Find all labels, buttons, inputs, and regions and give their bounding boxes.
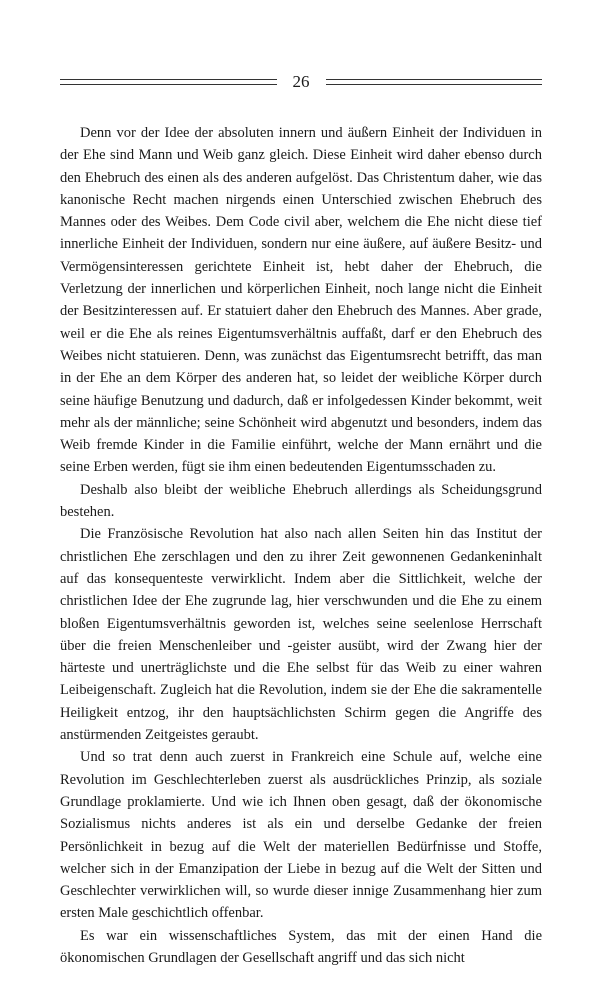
paragraph: Die Französische Revolution hat also nach allen Seiten hin das Institut der christlichen Ehe zerschlagen und den zu ihrer Zeit gewonnenen Gedankeninhalt auf das konsequenteste verwirklicht. Indem aber die Sittlichkeit, welche der christlichen Idee der Ehe zugrunde lag, hier verschwunden und die Ehe zu einem bloßen Eigentumsverhältnis geworden ist, welches seine seelenlose Herrschaft über die freien Menschenleiber und -geister ausübt, wird der Zwang hier der härteste und unerträglichste und die Ehe selbst für das Weib zu einer wahren Leibeigenschaft. Zugleich hat die Revolution, indem sie der Ehe die sakramentelle Heiligkeit entzog, ihr den hauptsächlichsten Schirm gegen die Angriffe des anstürmenden Zeitgeistes geraubt. (60, 526, 542, 744)
page-header (60, 72, 542, 92)
page-number: 26 (292, 72, 310, 91)
paragraph: Und so trat denn auch zuerst in Frankreich eine Schule auf, welche eine Revolution im Geschlechterleben zuerst als ausdrückliches Prinzip, als soziale Grundlage proklamierte. Und wie ich Ihnen oben gesagt, daß der ökonomische Sozialismus nichts anderes ist als ein und derselbe Gedanke der freien Persönlichkeit in bezug auf die Welt der materiellen Bedürfnisse und Stoffe, welcher sich in der Emanzipation der Liebe in bezug auf die Welt der Sitten und Geschlechter verwirklichen will, so wurde dieser innige Zusammenhang hier zum ersten Male geschichtlich offenbar. (60, 749, 542, 922)
paragraph: Es war ein wissenschaftliches System, das mit der einen Hand die ökonomischen Grundlagen der Gesellschaft angriff und das sich nicht (60, 927, 542, 966)
header-rule-right (326, 79, 543, 85)
header-rule-left (60, 79, 277, 85)
paragraph: Denn vor der Idee der absoluten innern und äußern Einheit der Individuen in der Ehe sind Mann und Weib ganz gleich. Diese Einheit wird daher ebenso durch den Ehebruch des einen als des anderen aufgelöst. Das Christentum daher, wie das kanonische Recht machen nirgends einen Unterschied zwischen Ehebruch des Mannes oder des Weibes. Dem Code civil aber, welchem die Ehe nicht diese tief innerliche Einheit der Individuen, sondern nur eine äußere, auf äußere Besitz- und Vermögensinteressen gerichtete Einheit ist, hebt daher der Ehebruch, die Verletzung der innerlichen und körperlichen Einheit, noch lange nicht die Einheit der Besitzinteressen auf. Er statuiert daher den Ehebruch des Mannes. Aber grade, weil er die Ehe als reines Eigentumsverhältnis auffaßt, darf er den Ehebruch des Weibes nicht statuieren. Denn, was zunächst das Eigentumsrecht betrifft, das man in der Ehe an dem Körper des anderen hat, so leidet der weibliche Körper durch seine häufige Benutzung und dadurch, daß er infolgedessen Kinder bekommt, weit mehr als der männliche; seine Schönheit wird abgenutzt und besonders, indem das Weib fremde Kinder in die Familie einführt, welche der Mann ernährt und die seine Erben werden, fügt sie ihm einen bedeutenden Eigentumsschaden zu. (60, 125, 542, 476)
paragraph: Deshalb also bleibt der weibliche Ehebruch allerdings als Scheidungsgrund bestehen. (60, 481, 542, 521)
body-text (60, 122, 542, 969)
